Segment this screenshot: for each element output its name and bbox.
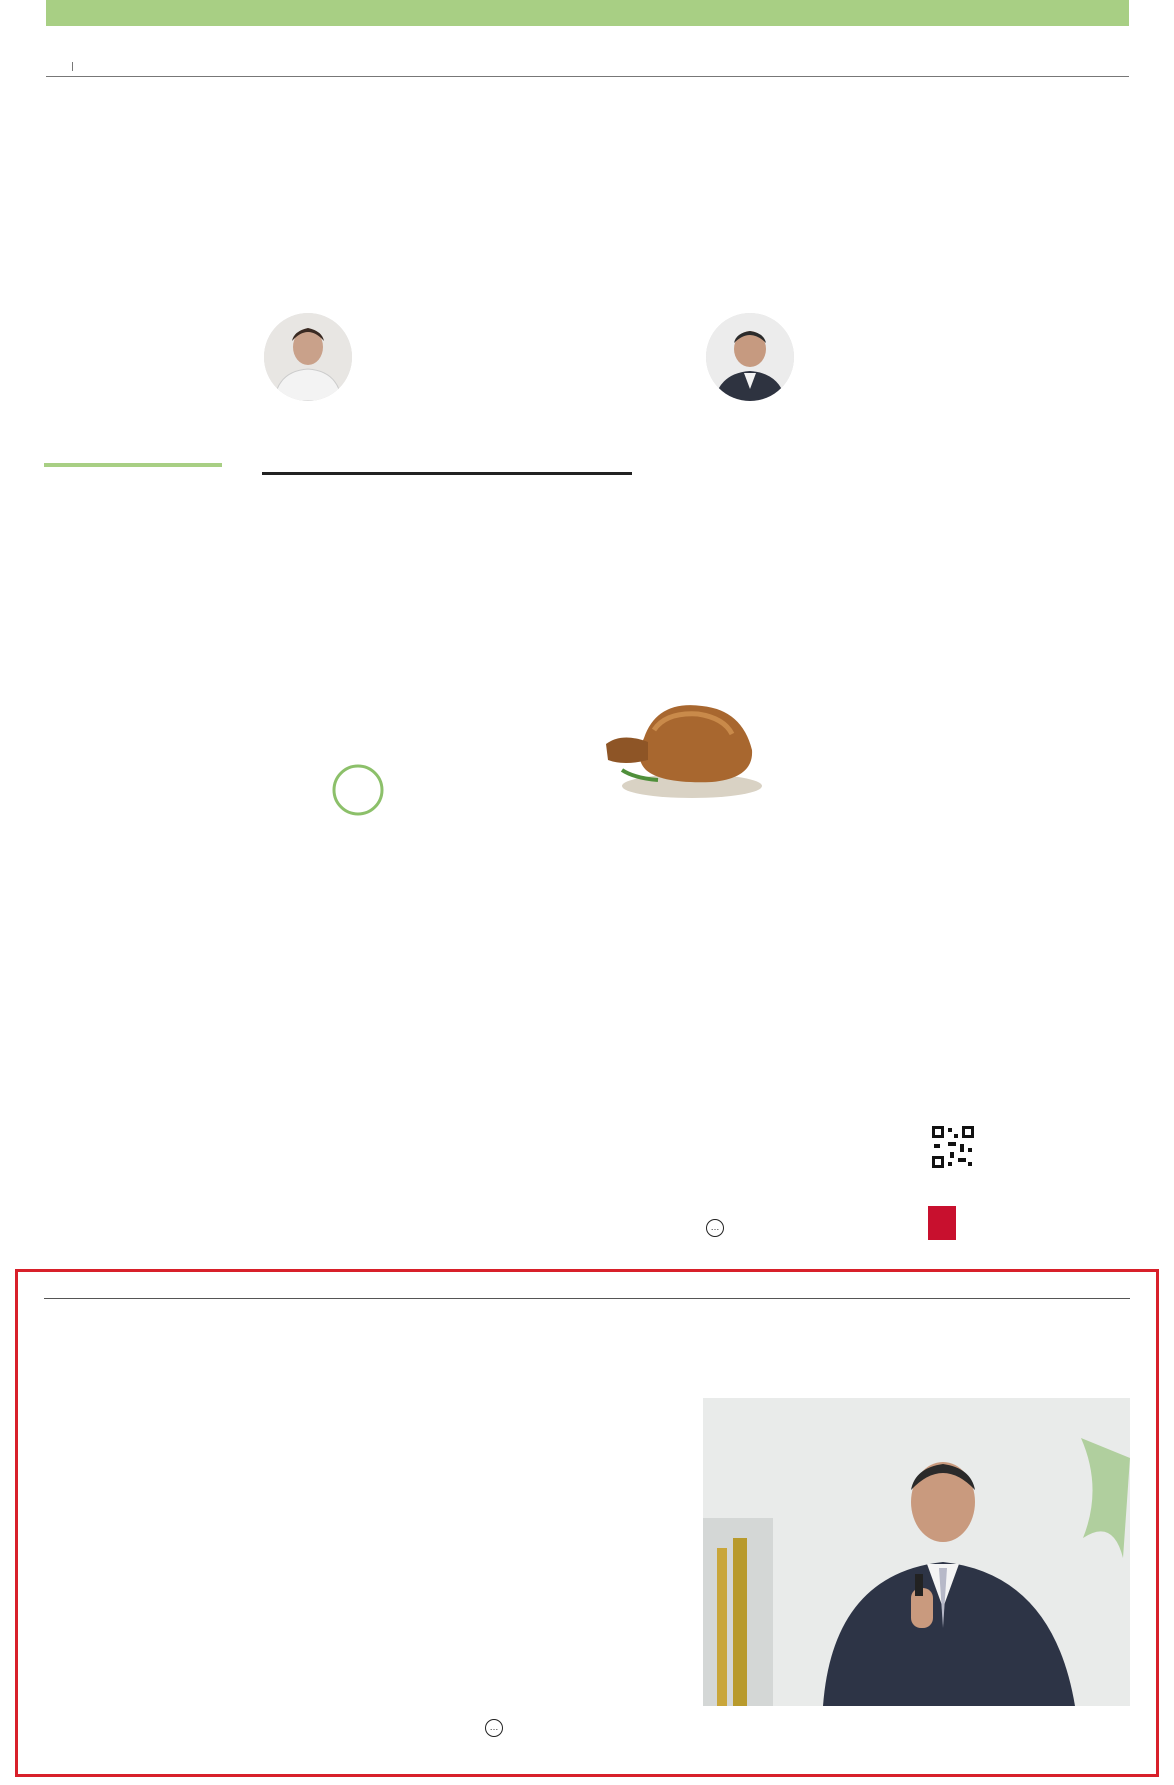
- issue-date: [72, 62, 81, 71]
- chicken-leg: [606, 737, 648, 763]
- infographic: [262, 470, 910, 903]
- kicker: [44, 316, 222, 332]
- inflation-chart: [262, 670, 910, 898]
- chat-icon: …: [485, 1719, 503, 1737]
- qr-code[interactable]: [930, 1124, 976, 1170]
- kicker-rule: [44, 463, 222, 467]
- byline-main: [706, 1219, 909, 1237]
- legislation-byline: [485, 1719, 688, 1737]
- dollar-badge: [334, 766, 382, 814]
- price-table-title: [262, 470, 632, 475]
- portrait-nicolas-vasquez: [264, 313, 352, 401]
- masthead-site: [64, 57, 81, 72]
- portrait-gonzalo-moreno: [706, 313, 794, 401]
- chat-icon: …: [706, 1219, 724, 1237]
- legislation-rule: [44, 1298, 1130, 1299]
- lr-logo: [928, 1206, 956, 1240]
- chicken-body: [639, 705, 752, 782]
- header-rule: [46, 76, 1129, 77]
- chicken-illustration: [606, 705, 762, 798]
- photo-efrain-cepeda: [703, 1398, 1130, 1706]
- top-color-band: [46, 0, 1129, 26]
- dollar-circle: [334, 766, 382, 814]
